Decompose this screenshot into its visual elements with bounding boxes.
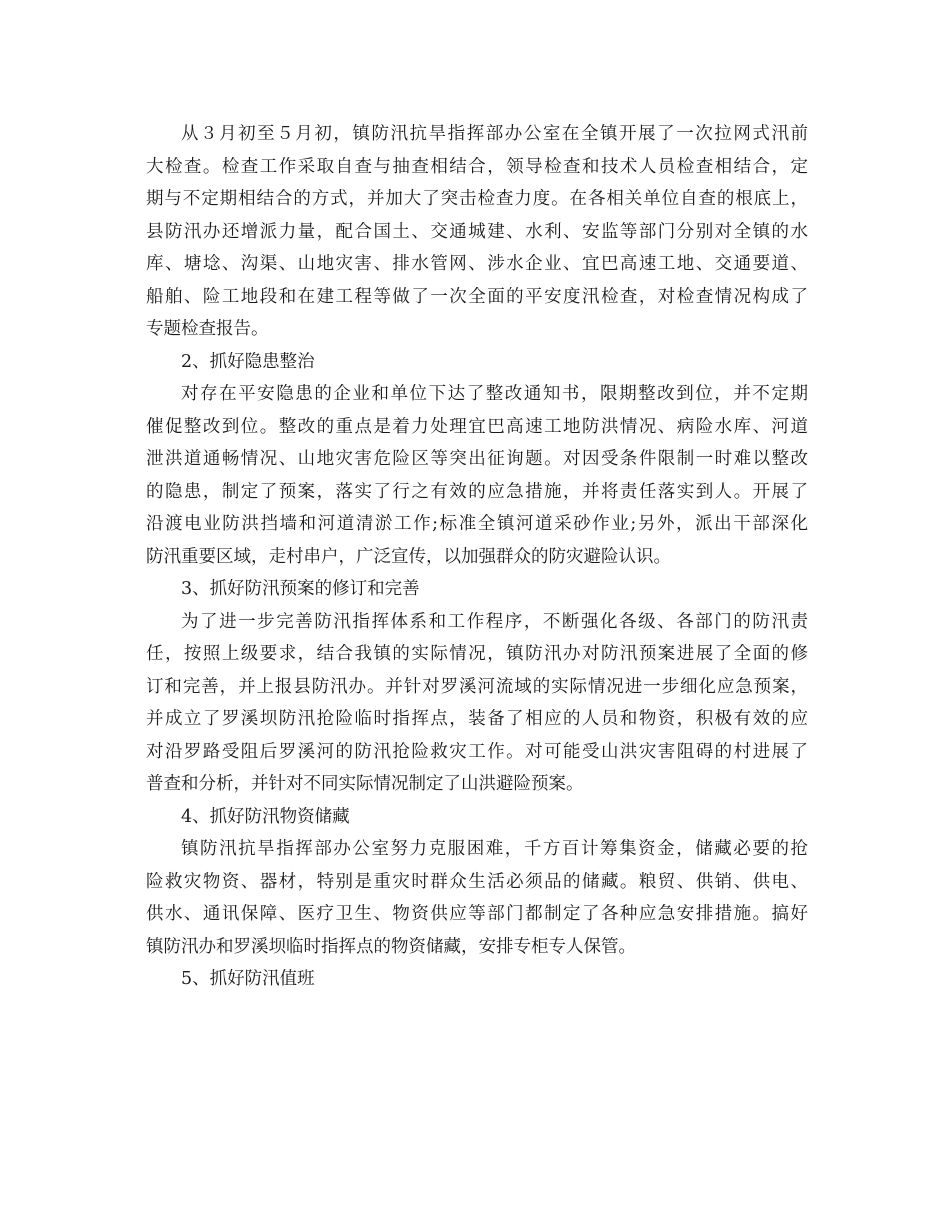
paragraph-3-line-4: 并成立了罗溪坝防汛抢险临时指挥点，装备了相应的人员和物资，积极有效的应 (146, 709, 808, 729)
paragraph-2-line-3: 泄洪道通畅情况、山地灾害危险区等突出征询题。对因受条件限制一时难以整改 (146, 449, 808, 469)
paragraph-2-line-2: 催促整改到位。整改的重点是着力处理宜巴高速工地防洪情况、病险水库、河道 (146, 416, 808, 437)
paragraph-1-line-2: 大检查。检查工作采取自查与抽查相结合，领导检查和技术人员检查相结合，定 (146, 156, 808, 177)
paragraph-4-line-3: 供水、通讯保障、医疗卫生、物资供应等部门都制定了各种应急安排措施。搞好 (146, 904, 808, 924)
section-heading-4: 4、抓好防汛物资储藏 (181, 806, 350, 827)
paragraph-4-line-4: 镇防汛办和罗溪坝临时指挥点的物资储藏，安排专柜专人保管。 (146, 936, 636, 957)
paragraph-2-line-1: 对存在平安隐患的企业和单位下达了整改通知书，限期整改到位，并不定期 (181, 384, 808, 404)
section-heading-3: 3、抓好防汛预案的修订和完善 (181, 579, 420, 599)
paragraph-3-line-5: 对沿罗路受阻后罗溪河的防汛抢险救灾工作。对可能受山洪灾害阻碍的村进展了 (146, 741, 808, 762)
paragraph-3-line-3: 订和完善，并上报县防汛办。并针对罗溪河流域的实际情况进一步细化应急预案， (146, 676, 808, 697)
paragraph-1-line-3: 期与不定期相结合的方式，并加大了突击检查力度。在各相关单位自查的根底上， (146, 189, 808, 209)
document-body (146, 118, 808, 996)
section-heading-5: 5、抓好防汛值班 (181, 969, 315, 989)
paragraph-1-line-1: 从３月初至５月初，镇防汛抗旱指挥部办公室在全镇开展了一次拉网式汛前 (181, 124, 808, 144)
paragraph-3-line-6: 普查和分析，并针对不同实际情况制定了山洪避险预案。 (146, 774, 584, 794)
paragraph-3-line-2: 任，按照上级要求，结合我镇的实际情况，镇防汛办对防汛预案进展了全面的修 (146, 644, 808, 664)
paragraph-2-line-4: 的隐患，制定了预案，落实了行之有效的应急措施，并将责任落实到人。开展了 (146, 481, 808, 502)
paragraph-1-line-7: 专题检查报告。 (146, 319, 269, 339)
paragraph-4-line-1: 镇防汛抗旱指挥部办公室努力克服困难，千方百计筹集资金，储藏必要的抢 (181, 839, 808, 859)
paragraph-2-line-6: 防汛重要区域，走村串户，广泛宣传，以加强群众的防灾避险认识。 (146, 546, 671, 567)
paragraph-1-line-5: 库、塘埝、沟渠、山地灾害、排水管网、涉水企业、宜巴高速工地、交通要道、 (146, 254, 808, 274)
paragraph-3-line-1: 为了进一步完善防汛指挥体系和工作程序，不断强化各级、各部门的防汛责 (181, 611, 808, 632)
section-heading-2: 2、抓好隐患整治 (181, 351, 315, 372)
paragraph-1-line-6: 船舶、险工地段和在建工程等做了一次全面的平安度汛检查，对检查情况构成了 (146, 286, 808, 307)
paragraph-1-line-4: 县防汛办还增派力量，配合国土、交通城建、水利、安监等部门分别对全镇的水 (146, 221, 808, 242)
paragraph-4-line-2: 险救灾物资、器材，特别是重灾时群众生活必须品的储藏。粮贸、供销、供电、 (146, 871, 808, 892)
paragraph-2-line-5: 沿渡电业防洪挡墙和河道清淤工作;标准全镇河道采砂作业;另外，派出干部深化 (146, 514, 808, 534)
